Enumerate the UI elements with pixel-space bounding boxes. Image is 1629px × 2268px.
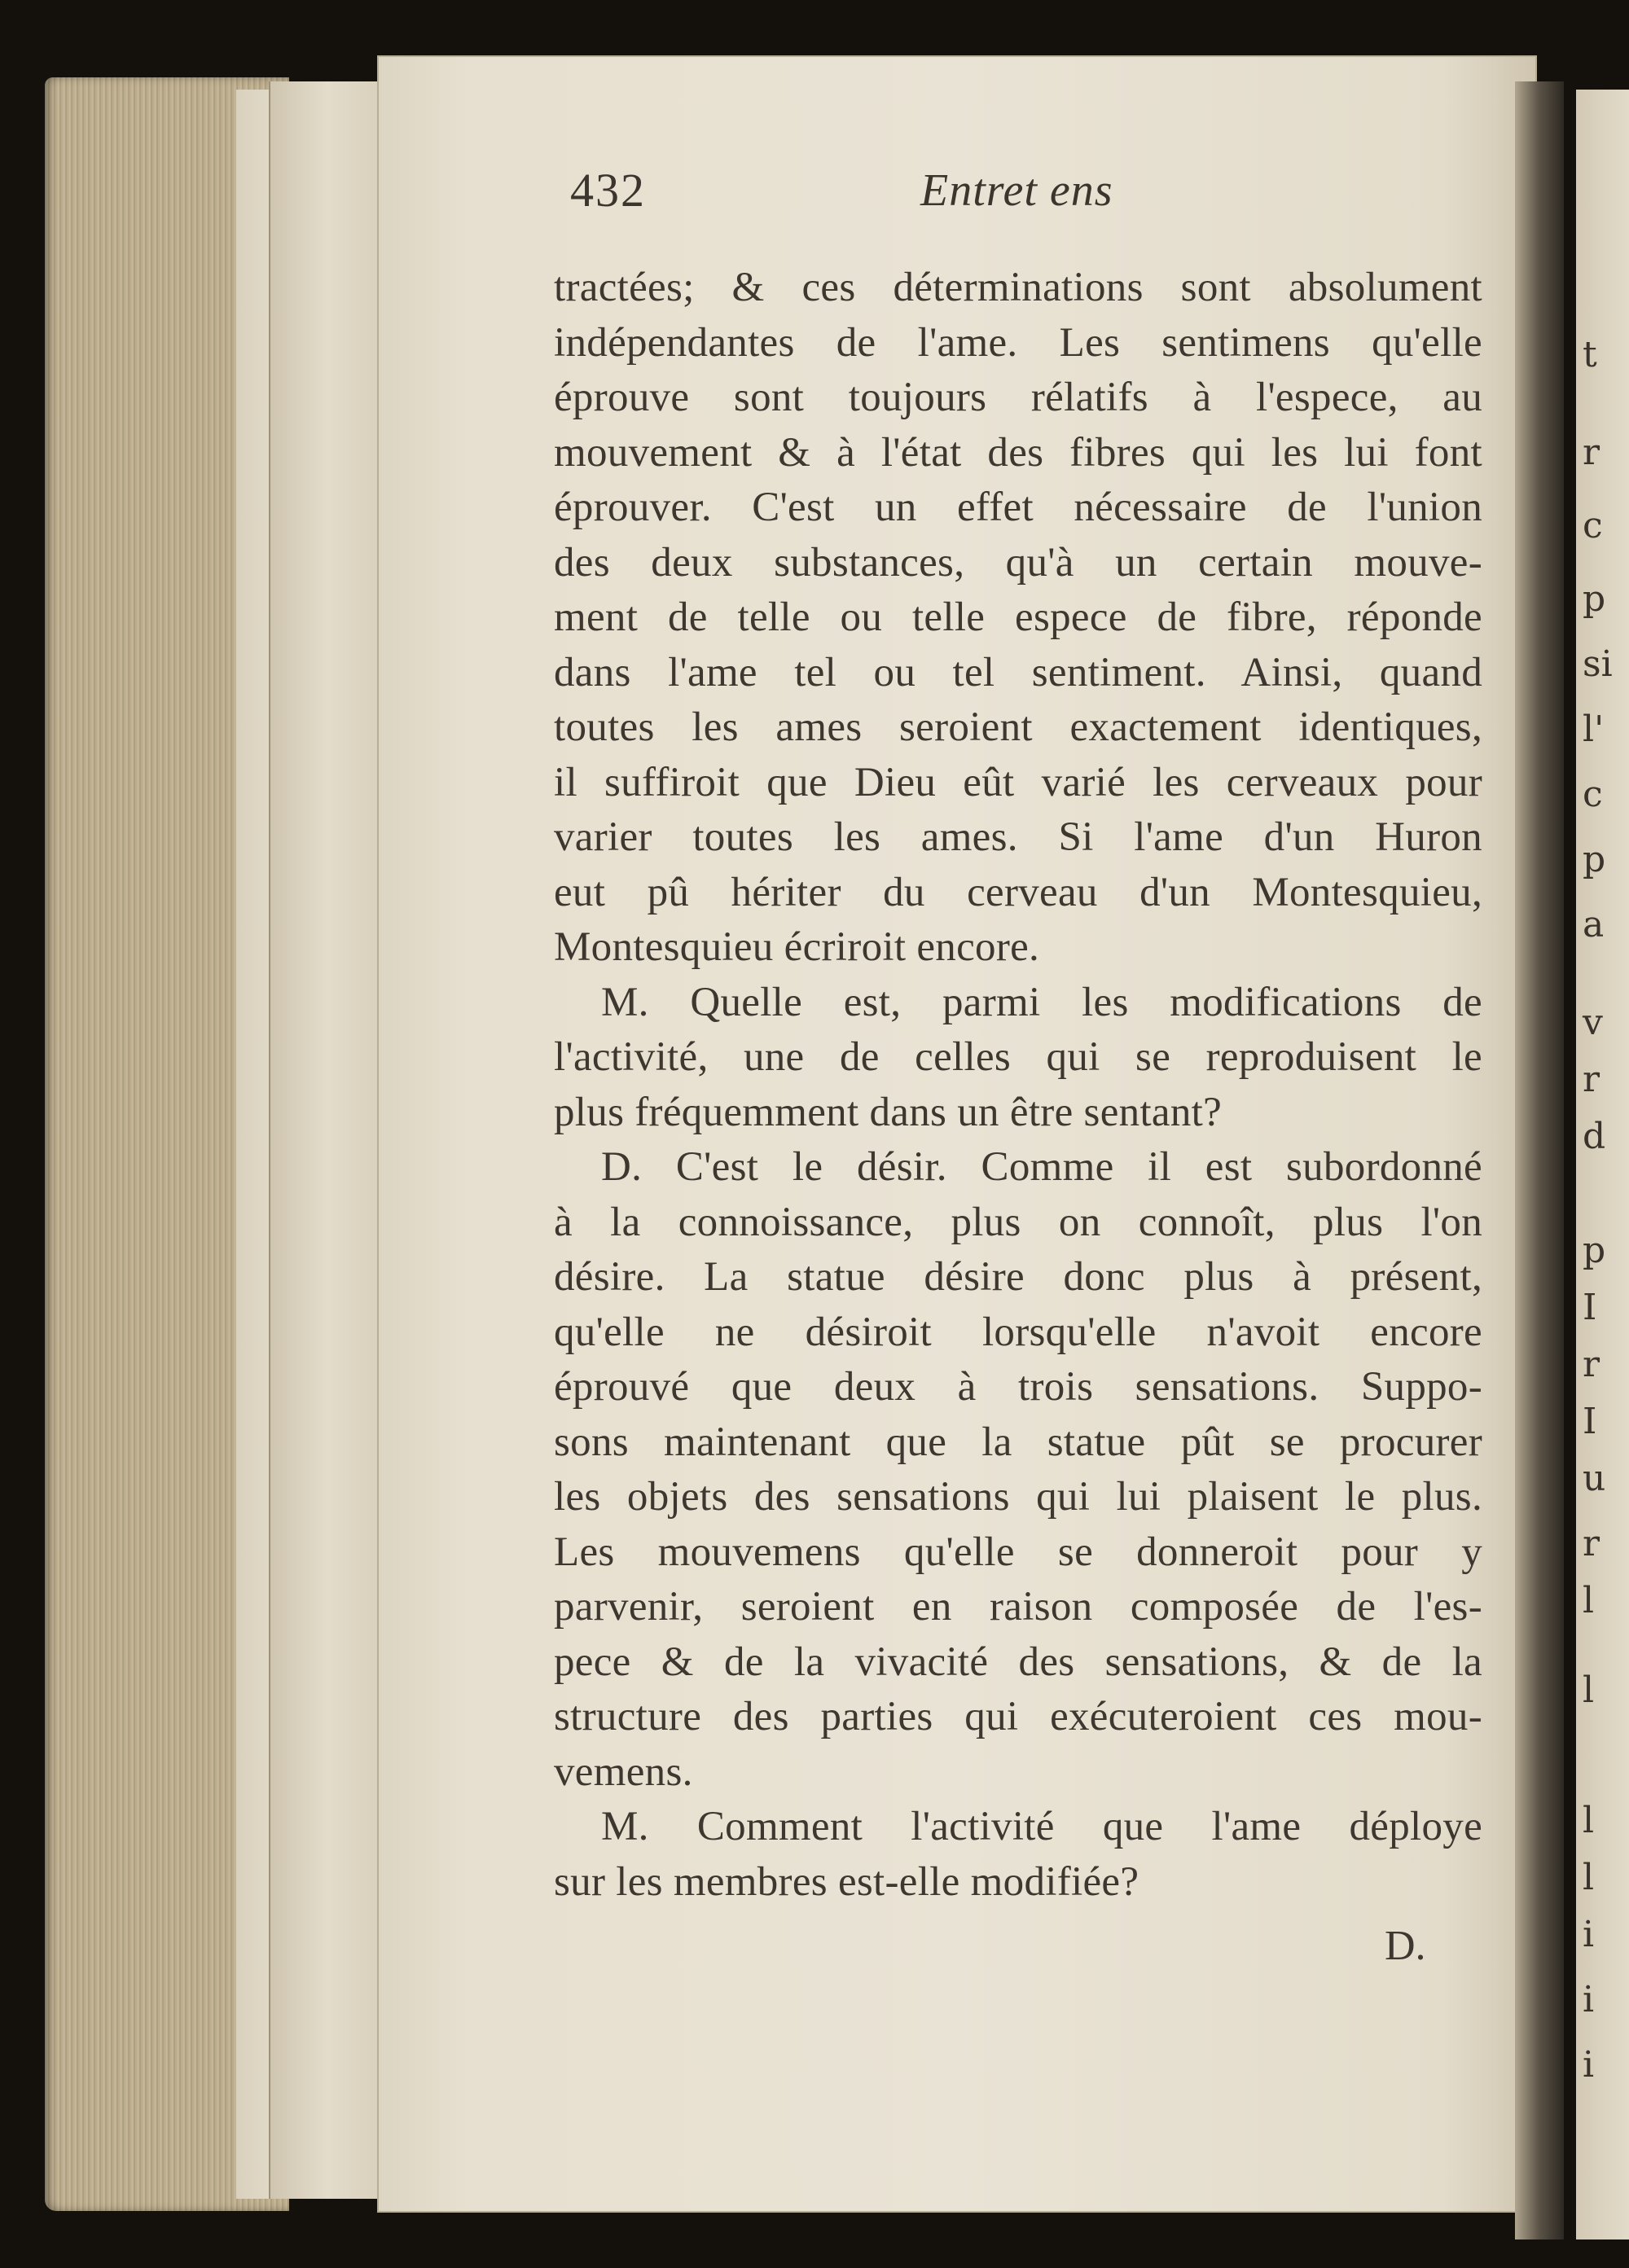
text-line: des deux substances, qu'à un certain mouve- (554, 539, 1482, 586)
page-header (570, 163, 1531, 228)
book-gutter (1515, 81, 1564, 2239)
facing-page (1576, 90, 1629, 2239)
facing-page-fragment: a (1583, 904, 1605, 945)
text-line: tractées; & ces déterminations sont absolument (554, 265, 1482, 310)
text-line: eut pû hériter du cerveau d'un Montesquieu, (554, 869, 1482, 915)
text-line: pece & de la vivacité des sensations, & de la (554, 1638, 1482, 1685)
text-line: éprouvé que deux à trois sensations. Suppo- (554, 1364, 1482, 1410)
text-line: éprouver. C'est un effet nécessaire de l'union (554, 485, 1482, 530)
facing-page-fragment: I (1583, 1287, 1597, 1328)
text-line: mouvement & à l'état des fibres qui les lui font (554, 429, 1482, 476)
facing-page-fragment: c (1583, 774, 1603, 815)
text-line: Montesquieu écriroit encore. (554, 924, 1040, 970)
facing-page-fragment: l (1583, 1580, 1595, 1621)
text-line: M. Comment l'activité que l'ame déploye (601, 1804, 1482, 1849)
text-line: sur les membres est-elle modifiée? (554, 1858, 1139, 1905)
facing-page-fragment: d (1583, 1116, 1606, 1157)
text-line: M. Quelle est, parmi les modifications de (601, 979, 1482, 1025)
text-line: varier toutes les ames. Si l'ame d'un Huron (554, 814, 1482, 860)
text-line: D. C'est le désir. Comme il est subordonné (601, 1144, 1482, 1190)
text-line: toutes les ames seroient exactement identiques, (554, 704, 1482, 750)
page-fold (269, 81, 384, 2199)
facing-page-fragment: i (1583, 1914, 1595, 1955)
catchword: D. (1385, 1923, 1426, 1969)
facing-page-fragment: i (1583, 1979, 1595, 2020)
text-line: vemens. (554, 1748, 693, 1795)
facing-page-fragment: r (1583, 1344, 1600, 1385)
facing-page-fragment: p (1583, 1230, 1606, 1271)
running-head: Entret ens (920, 165, 1113, 216)
facing-page-fragment: l' (1583, 708, 1605, 750)
facing-page-fragment: t (1583, 334, 1597, 375)
text-line: plus fréquemment dans un être sentant? (554, 1089, 1223, 1135)
text-line: à la connoissance, plus on connoît, plus l'on (554, 1199, 1482, 1245)
text-line: dans l'ame tel ou tel sentiment. Ainsi, quand (554, 649, 1482, 695)
text-line: les objets des sensations qui lui plaisent le plus. (554, 1474, 1482, 1520)
text-line: Les mouvemens qu'elle se donneroit pour y (554, 1529, 1482, 1575)
facing-page-fragment: v (1583, 1002, 1603, 1043)
text-line: structure des parties qui exécuteroient ces mou- (554, 1694, 1482, 1739)
facing-page-fragment: r (1583, 1523, 1600, 1564)
facing-page-fragment: l (1583, 1800, 1595, 1841)
facing-page-fragment: u (1583, 1458, 1606, 1499)
facing-page-fragment: I (1583, 1401, 1597, 1442)
facing-page-fragment: c (1583, 505, 1603, 546)
text-line: qu'elle ne désiroit lorsqu'elle n'avoit encore (554, 1309, 1482, 1355)
text-line: parvenir, seroient en raison composée de l'es- (554, 1584, 1482, 1630)
text-line: l'activité, une de celles qui se reproduisent le (554, 1034, 1482, 1080)
page-number: 432 (570, 164, 646, 217)
facing-page-fragment: si (1583, 643, 1613, 685)
facing-page-fragment: l (1583, 1669, 1595, 1711)
facing-page-fragment: i (1583, 2044, 1595, 2086)
text-line: il suffiroit que Dieu eût varié les cerveaux pour (554, 759, 1482, 805)
text-line: désire. La statue désire donc plus à présent, (554, 1254, 1482, 1300)
facing-page-fragment: r (1583, 1059, 1600, 1100)
body-text (554, 261, 1482, 1910)
text-line: indépendantes de l'ame. Les sentimens qu'elle (554, 319, 1482, 366)
facing-page-fragment: l (1583, 1857, 1595, 1898)
facing-page-fragment: r (1583, 432, 1600, 473)
text-line: ment de telle ou telle espece de fibre, réponde (554, 594, 1482, 640)
facing-page-fragment: p (1583, 578, 1606, 620)
facing-page-fragment: p (1583, 839, 1606, 880)
text-line: sons maintenant que la statue pût se procurer (554, 1419, 1482, 1465)
text-line: éprouve sont toujours rélatifs à l'espece, au (554, 375, 1482, 420)
